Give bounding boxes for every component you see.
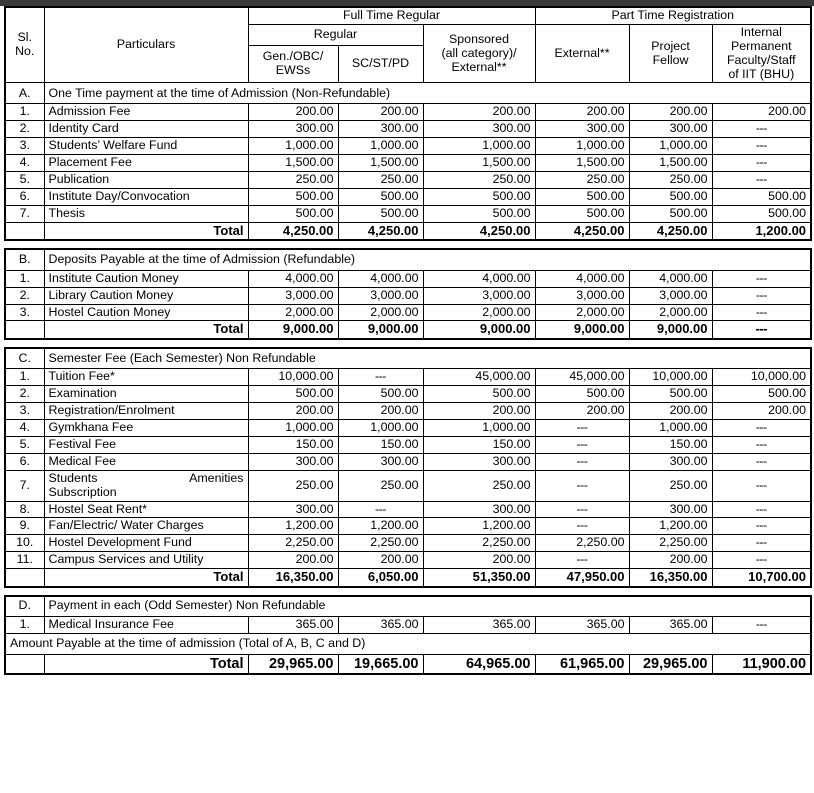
internal-line1: Internal	[740, 24, 782, 39]
total-label: Total	[44, 569, 248, 587]
row-particular-label: Placement Fee	[44, 155, 248, 172]
fee-value-cell: 2,000.00	[535, 304, 629, 321]
fee-value-cell: 1,000.00	[248, 138, 338, 155]
fee-value-cell: 300.00	[248, 121, 338, 138]
internal-line4: of IIT (BHU)	[728, 66, 795, 81]
gen-obc-line1: Gen./OBC/	[262, 49, 324, 64]
row-serial-number: 11.	[5, 552, 44, 569]
fee-value-cell: ---	[712, 420, 811, 437]
fee-value-cell: 365.00	[423, 617, 535, 634]
fee-value-cell: 200.00	[629, 552, 712, 569]
amount-payable-title: Amount Payable at the time of admission (Total of A, B, C and D)	[5, 634, 811, 655]
column-header-project-fellow	[629, 24, 712, 83]
total-value-cell: ---	[712, 321, 811, 339]
fee-value-cell: ---	[712, 501, 811, 518]
fee-value-cell: 500.00	[248, 386, 338, 403]
row-particular-label: Medical Insurance Fee	[44, 617, 248, 634]
fee-value-cell: 3,000.00	[535, 287, 629, 304]
total-value-cell: 9,000.00	[629, 321, 712, 339]
fee-value-cell: 250.00	[338, 172, 423, 189]
fee-value-cell: 300.00	[535, 121, 629, 138]
fee-value-cell: 200.00	[535, 403, 629, 420]
fee-value-cell: 1,000.00	[338, 138, 423, 155]
fee-value-cell: ---	[712, 138, 811, 155]
fee-value-cell: 500.00	[712, 386, 811, 403]
fee-value-cell: 1,500.00	[535, 155, 629, 172]
fee-value-cell: 1,000.00	[629, 420, 712, 437]
fee-value-cell: ---	[712, 304, 811, 321]
fee-value-cell: 365.00	[629, 617, 712, 634]
total-value-cell: 64,965.00	[423, 655, 535, 675]
fee-value-cell: 200.00	[423, 403, 535, 420]
row-serial-number: 7.	[5, 470, 44, 501]
fee-value-cell: 3,000.00	[338, 287, 423, 304]
fee-value-cell: 200.00	[248, 552, 338, 569]
row-particular-label: Medical Fee	[44, 453, 248, 470]
table-row	[5, 535, 811, 552]
fee-value-cell: 150.00	[248, 437, 338, 454]
row-particular-label: Publication	[44, 172, 248, 189]
total-value-cell: 19,665.00	[338, 655, 423, 675]
header-row-group-top	[5, 7, 811, 24]
table-row	[5, 518, 811, 535]
section-banner-row	[5, 249, 811, 270]
fee-value-cell: 250.00	[248, 470, 338, 501]
fee-value-cell: 2,250.00	[423, 535, 535, 552]
row-particular-label: Registration/Enrolment	[44, 403, 248, 420]
fee-value-cell: 250.00	[629, 172, 712, 189]
internal-line2: Permanent	[730, 38, 792, 53]
row-particular-label: Examination	[44, 386, 248, 403]
fee-value-cell: 2,000.00	[423, 304, 535, 321]
section-banner-row	[5, 83, 811, 104]
fee-value-cell: 4,000.00	[423, 270, 535, 287]
row-serial-number: 10.	[5, 535, 44, 552]
row-serial-number: 1.	[5, 104, 44, 121]
fee-value-cell: 365.00	[338, 617, 423, 634]
fee-value-cell: 200.00	[248, 403, 338, 420]
section-banner-row	[5, 596, 811, 617]
section-a-body	[5, 83, 811, 240]
section-letter: A.	[5, 83, 44, 104]
section-letter: B.	[5, 249, 44, 270]
fee-value-cell: 250.00	[535, 172, 629, 189]
fee-value-cell: 4,000.00	[338, 270, 423, 287]
fee-value-cell: 500.00	[423, 205, 535, 222]
fee-value-cell: ---	[712, 552, 811, 569]
fee-value-cell: 45,000.00	[423, 369, 535, 386]
fee-value-cell: 500.00	[535, 188, 629, 205]
table-row	[5, 403, 811, 420]
fee-value-cell: 3,000.00	[629, 287, 712, 304]
fee-value-cell: ---	[712, 535, 811, 552]
total-row-spacer	[5, 569, 44, 587]
fee-value-cell: 45,000.00	[535, 369, 629, 386]
fee-value-cell: 300.00	[338, 121, 423, 138]
fee-value-cell: ---	[338, 501, 423, 518]
fee-value-cell: ---	[535, 518, 629, 535]
row-serial-number: 2.	[5, 287, 44, 304]
fee-value-cell: 1,500.00	[629, 155, 712, 172]
fee-structure-sheet	[0, 6, 814, 675]
fee-value-cell: ---	[535, 470, 629, 501]
fee-value-cell: 150.00	[338, 437, 423, 454]
column-header-sc-st-pd: SC/ST/PD	[338, 45, 423, 83]
total-value-cell: 51,350.00	[423, 569, 535, 587]
fee-value-cell: 200.00	[423, 552, 535, 569]
row-particular-label: Institute Caution Money	[44, 270, 248, 287]
fee-value-cell: 2,000.00	[629, 304, 712, 321]
fee-value-cell: 4,000.00	[248, 270, 338, 287]
fee-value-cell: 10,000.00	[629, 369, 712, 386]
row-particular-label: Institute Day/Convocation	[44, 188, 248, 205]
fee-value-cell: 300.00	[629, 121, 712, 138]
section-letter: C.	[5, 348, 44, 369]
column-header-part-time-registration: Part Time Registration	[535, 7, 811, 24]
row-serial-number: 1.	[5, 617, 44, 634]
section-banner-row	[5, 348, 811, 369]
fee-table-section-b	[4, 248, 812, 340]
total-value-cell: 29,965.00	[248, 655, 338, 675]
total-value-cell: 1,200.00	[712, 222, 811, 240]
sl-no-line2: No.	[15, 44, 35, 59]
fee-value-cell: ---	[338, 369, 423, 386]
table-row	[5, 121, 811, 138]
row-particular-label: Campus Services and Utility	[44, 552, 248, 569]
fee-value-cell: 200.00	[629, 104, 712, 121]
section-c-body	[5, 348, 811, 587]
fee-value-cell: 1,200.00	[248, 518, 338, 535]
fee-value-cell: 250.00	[338, 470, 423, 501]
fee-value-cell: 300.00	[629, 501, 712, 518]
fee-value-cell: 1,000.00	[248, 420, 338, 437]
row-particular-label: Hostel Development Fund	[44, 535, 248, 552]
fee-value-cell: 1,000.00	[629, 138, 712, 155]
fee-value-cell: 2,250.00	[338, 535, 423, 552]
table-row	[5, 386, 811, 403]
column-header-sl-no	[5, 7, 44, 83]
fee-table-section-c	[4, 347, 812, 588]
total-row-spacer	[5, 655, 44, 675]
fee-value-cell: 200.00	[629, 403, 712, 420]
fee-value-cell: 150.00	[423, 437, 535, 454]
sl-no-line1: Sl.	[17, 30, 32, 45]
fee-value-cell: 150.00	[629, 437, 712, 454]
total-value-cell: 4,250.00	[248, 222, 338, 240]
column-header-regular: Regular	[248, 24, 423, 45]
fee-value-cell: 1,000.00	[423, 138, 535, 155]
total-row-spacer	[5, 222, 44, 240]
fee-value-cell: 500.00	[712, 188, 811, 205]
fee-value-cell: 200.00	[712, 104, 811, 121]
fee-value-cell: 300.00	[423, 121, 535, 138]
table-row	[5, 287, 811, 304]
fee-value-cell: 500.00	[629, 205, 712, 222]
amount-payable-banner-row	[5, 634, 811, 655]
total-value-cell: 9,000.00	[338, 321, 423, 339]
column-header-internal-permanent-faculty	[712, 24, 811, 83]
table-row	[5, 188, 811, 205]
row-particular-label: Fan/Electric/ Water Charges	[44, 518, 248, 535]
fee-value-cell: 10,000.00	[248, 369, 338, 386]
section-d-body	[5, 596, 811, 675]
total-row-spacer	[5, 321, 44, 339]
section-title: Deposits Payable at the time of Admission (Refundable)	[44, 249, 811, 270]
fee-value-cell: 3,000.00	[423, 287, 535, 304]
column-header-external: External**	[535, 24, 629, 83]
fee-value-cell: ---	[535, 453, 629, 470]
sponsored-line3: External**	[451, 59, 507, 74]
row-serial-number: 6.	[5, 453, 44, 470]
fee-value-cell: 500.00	[535, 386, 629, 403]
fee-value-cell: 300.00	[423, 501, 535, 518]
section-title: Payment in each (Odd Semester) Non Refundable	[44, 596, 811, 617]
fee-value-cell: 1,500.00	[423, 155, 535, 172]
fee-value-cell: 300.00	[248, 501, 338, 518]
table-row	[5, 205, 811, 222]
table-row	[5, 470, 811, 501]
total-value-cell: 61,965.00	[535, 655, 629, 675]
fee-value-cell: 500.00	[248, 205, 338, 222]
row-particular-label: Hostel Seat Rent*	[44, 501, 248, 518]
column-header-full-time-regular: Full Time Regular	[248, 7, 535, 24]
fee-value-cell: 2,250.00	[535, 535, 629, 552]
fee-value-cell: 500.00	[423, 386, 535, 403]
total-value-cell: 16,350.00	[629, 569, 712, 587]
fee-value-cell: 1,000.00	[535, 138, 629, 155]
fee-value-cell: 500.00	[338, 188, 423, 205]
total-value-cell: 6,050.00	[338, 569, 423, 587]
fee-value-cell: 200.00	[535, 104, 629, 121]
table-row	[5, 369, 811, 386]
row-serial-number: 3.	[5, 138, 44, 155]
section-total-row	[5, 222, 811, 240]
fee-value-cell: 1,500.00	[338, 155, 423, 172]
row-particular-label: Thesis	[44, 205, 248, 222]
row-particular-label: Admission Fee	[44, 104, 248, 121]
fee-value-cell: ---	[712, 518, 811, 535]
row-serial-number: 5.	[5, 172, 44, 189]
fee-value-cell: 3,000.00	[248, 287, 338, 304]
row-serial-number: 2.	[5, 121, 44, 138]
row-serial-number: 3.	[5, 403, 44, 420]
row-particular-label: Identity Card	[44, 121, 248, 138]
fee-value-cell: 2,000.00	[338, 304, 423, 321]
internal-line3: Faculty/Staff	[726, 52, 796, 67]
section-title: Semester Fee (Each Semester) Non Refundable	[44, 348, 811, 369]
row-serial-number: 4.	[5, 420, 44, 437]
fee-value-cell: ---	[535, 420, 629, 437]
row-serial-number: 1.	[5, 369, 44, 386]
total-label: Total	[44, 321, 248, 339]
total-value-cell: 4,250.00	[629, 222, 712, 240]
fee-value-cell: 1,000.00	[338, 420, 423, 437]
fee-value-cell: 250.00	[423, 470, 535, 501]
fee-value-cell: 10,000.00	[712, 369, 811, 386]
column-header-gen-obc-ews	[248, 45, 338, 83]
grand-total-row	[5, 655, 811, 675]
total-label: Total	[44, 655, 248, 675]
total-value-cell: 4,250.00	[423, 222, 535, 240]
table-row	[5, 437, 811, 454]
column-header-sponsored	[423, 24, 535, 83]
row-serial-number: 3.	[5, 304, 44, 321]
row-particular-label: Hostel Caution Money	[44, 304, 248, 321]
fee-value-cell: 300.00	[629, 453, 712, 470]
fee-value-cell: 250.00	[248, 172, 338, 189]
fee-value-cell: 300.00	[423, 453, 535, 470]
fee-value-cell: 500.00	[338, 205, 423, 222]
fee-value-cell: ---	[535, 437, 629, 454]
row-serial-number: 7.	[5, 205, 44, 222]
table-row	[5, 617, 811, 634]
fee-value-cell: 2,250.00	[248, 535, 338, 552]
table-row	[5, 420, 811, 437]
fee-table-section-d	[4, 595, 812, 676]
particular-line1: Students Amenities	[48, 470, 244, 485]
total-value-cell: 16,350.00	[248, 569, 338, 587]
fee-value-cell: ---	[712, 121, 811, 138]
project-fellow-line1: Project	[651, 38, 690, 53]
table-row	[5, 155, 811, 172]
row-serial-number: 1.	[5, 270, 44, 287]
sponsored-line2: (all category)/	[441, 45, 517, 60]
row-serial-number: 9.	[5, 518, 44, 535]
row-serial-number: 2.	[5, 386, 44, 403]
table-row	[5, 552, 811, 569]
row-serial-number: 6.	[5, 188, 44, 205]
total-value-cell: 9,000.00	[248, 321, 338, 339]
table-row	[5, 501, 811, 518]
fee-value-cell: 4,000.00	[629, 270, 712, 287]
fee-value-cell: 500.00	[535, 205, 629, 222]
fee-value-cell: ---	[712, 155, 811, 172]
total-value-cell: 10,700.00	[712, 569, 811, 587]
sponsored-line1: Sponsored	[449, 31, 509, 46]
fee-value-cell: 1,200.00	[423, 518, 535, 535]
gen-obc-line2: EWSs	[275, 63, 311, 78]
fee-value-cell: 500.00	[423, 188, 535, 205]
fee-value-cell: 1,000.00	[423, 420, 535, 437]
fee-value-cell: ---	[712, 437, 811, 454]
total-label: Total	[44, 222, 248, 240]
table-row	[5, 304, 811, 321]
fee-value-cell: 365.00	[248, 617, 338, 634]
total-value-cell: 9,000.00	[423, 321, 535, 339]
row-particular-label: Gymkhana Fee	[44, 420, 248, 437]
section-letter: D.	[5, 596, 44, 617]
fee-value-cell: 200.00	[338, 104, 423, 121]
table-row	[5, 104, 811, 121]
section-total-row	[5, 569, 811, 587]
column-header-particulars: Particulars	[44, 7, 248, 83]
row-particular-label	[44, 470, 248, 501]
fee-value-cell: 200.00	[338, 403, 423, 420]
fee-value-cell: 1,500.00	[248, 155, 338, 172]
row-particular-label: Students’ Welfare Fund	[44, 138, 248, 155]
total-value-cell: 11,900.00	[712, 655, 811, 675]
fee-value-cell: 500.00	[629, 386, 712, 403]
project-fellow-line2: Fellow	[652, 52, 689, 67]
row-particular-label: Festival Fee	[44, 437, 248, 454]
fee-value-cell: 2,000.00	[248, 304, 338, 321]
table-row	[5, 172, 811, 189]
fee-value-cell: 250.00	[423, 172, 535, 189]
row-serial-number: 4.	[5, 155, 44, 172]
fee-value-cell: 500.00	[629, 188, 712, 205]
total-value-cell: 4,250.00	[535, 222, 629, 240]
fee-value-cell: 500.00	[248, 188, 338, 205]
fee-value-cell: 300.00	[248, 453, 338, 470]
fee-value-cell: ---	[535, 501, 629, 518]
fee-value-cell: ---	[712, 287, 811, 304]
fee-value-cell: 1,200.00	[338, 518, 423, 535]
fee-value-cell: ---	[712, 470, 811, 501]
row-serial-number: 5.	[5, 437, 44, 454]
total-value-cell: 4,250.00	[338, 222, 423, 240]
section-total-row	[5, 321, 811, 339]
fee-value-cell: ---	[712, 270, 811, 287]
fee-value-cell: 500.00	[338, 386, 423, 403]
fee-value-cell: 200.00	[248, 104, 338, 121]
fee-value-cell: ---	[535, 552, 629, 569]
fee-value-cell: 250.00	[629, 470, 712, 501]
total-value-cell: 47,950.00	[535, 569, 629, 587]
total-value-cell: 29,965.00	[629, 655, 712, 675]
particular-line2: Subscription	[48, 484, 117, 499]
fee-value-cell: 500.00	[712, 205, 811, 222]
fee-table-section-a	[4, 6, 812, 241]
row-particular-label: Library Caution Money	[44, 287, 248, 304]
table-row	[5, 270, 811, 287]
fee-value-cell: 1,200.00	[629, 518, 712, 535]
fee-value-cell: ---	[712, 453, 811, 470]
row-serial-number: 8.	[5, 501, 44, 518]
section-b-body	[5, 249, 811, 339]
total-value-cell: 9,000.00	[535, 321, 629, 339]
table-row	[5, 453, 811, 470]
fee-value-cell: 2,250.00	[629, 535, 712, 552]
fee-value-cell: ---	[712, 617, 811, 634]
table-row	[5, 138, 811, 155]
section-title: One Time payment at the time of Admission (Non-Refundable)	[44, 83, 811, 104]
row-particular-label: Tuition Fee*	[44, 369, 248, 386]
fee-value-cell: 300.00	[338, 453, 423, 470]
fee-value-cell: 4,000.00	[535, 270, 629, 287]
fee-value-cell: 200.00	[423, 104, 535, 121]
fee-value-cell: ---	[712, 172, 811, 189]
fee-value-cell: 200.00	[338, 552, 423, 569]
fee-value-cell: 365.00	[535, 617, 629, 634]
fee-value-cell: 200.00	[712, 403, 811, 420]
